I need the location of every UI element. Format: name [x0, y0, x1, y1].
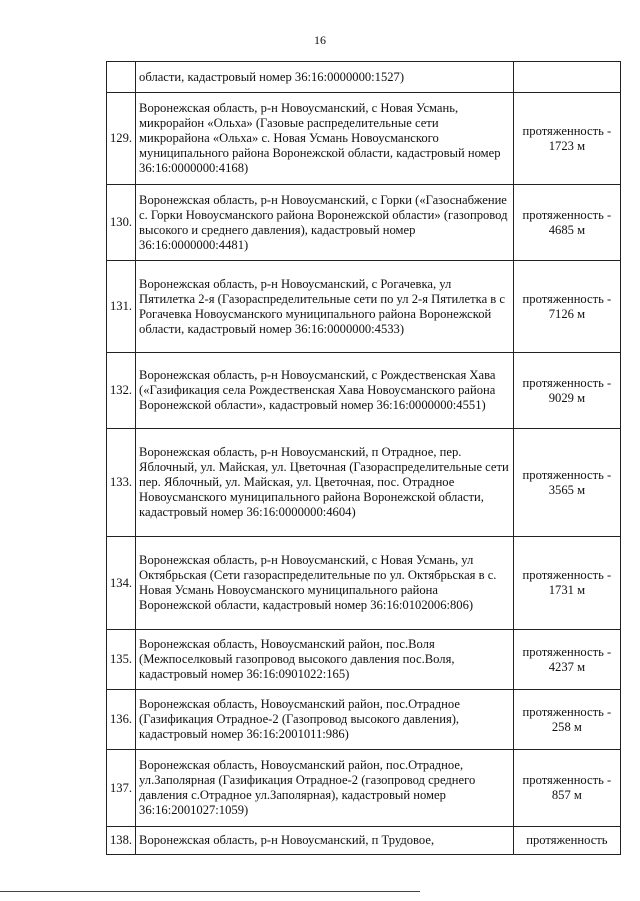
row-length: протяженность - 857 м [513, 750, 620, 827]
row-description: Воронежская область, Новоусманский район, пос.Отрадное (Газификация Отрадное-2 (Газопровод высокого давления), кадастровый номер 36:16:2001011:986) [136, 690, 514, 750]
row-description: Воронежская область, р-н Новоусманский, с Рождественская Хава («Газификация села Рождественская Хава Новоусманского района Воронежской области», кадастровый номер 36:16:0000000:4551) [136, 353, 514, 429]
row-number: 130. [107, 185, 136, 261]
row-length: протяженность - 1731 м [513, 537, 620, 630]
row-description: Воронежская область, Новоусманский район, пос.Отрадное, ул.Заполярная (Газификация Отрадное-2 (газопровод среднего давления с.Отрадное ул.Заполярная), кадастровый номер 36:16:2001027:1059) [136, 750, 514, 827]
row-description: Воронежская область, Новоусманский район, пос.Воля (Межпоселковый газопровод высокого давления пос.Воля, кадастровый номер 36:16:0901022:165) [136, 630, 514, 690]
row-number: 138. [107, 827, 136, 855]
row-number: 129. [107, 93, 136, 185]
row-number: 134. [107, 537, 136, 630]
row-description: Воронежская область, р-н Новоусманский, с Новая Усмань, ул Октябрьская (Сети газораспределительные по ул. Октябрьская в с. Новая Усмань Новоусманского муниципального района Воронежской области, кадастровый номер 36:16:0102006:806) [136, 537, 514, 630]
row-description: Воронежская область, р-н Новоусманский, п Отрадное, пер. Яблочный, ул. Майская, ул. Цветочная (Газораспределительные сети пер. Яблочный, ул. Майская, ул. Цветочная, пос. Отрадное Новоусманского муниципального района Воронежской области, кадастровый номер 36:16:0000000:4604) [136, 429, 514, 537]
row-length [513, 62, 620, 93]
row-number: 137. [107, 750, 136, 827]
row-number: 131. [107, 261, 136, 353]
table-row [107, 630, 621, 690]
row-number [107, 62, 136, 93]
table-row [107, 353, 621, 429]
row-length: протяженность - 4685 м [513, 185, 620, 261]
row-description: Воронежская область, р-н Новоусманский, с Рогачевка, ул Пятилетка 2-я (Газораспределительные сети по ул 2-я Пятилетка в с Рогачевка Новоусманского муниципального района Воронежской области, кадастровый номер 36:16:0000000:4533) [136, 261, 514, 353]
table-row [107, 185, 621, 261]
table-row [107, 62, 621, 93]
row-number: 135. [107, 630, 136, 690]
row-length: протяженность - 7126 м [513, 261, 620, 353]
table-row [107, 93, 621, 185]
table-row [107, 537, 621, 630]
row-number: 133. [107, 429, 136, 537]
row-length: протяженность - 1723 м [513, 93, 620, 185]
row-length: протяженность - 3565 м [513, 429, 620, 537]
page-number: 16 [314, 33, 326, 47]
row-description: Воронежская область, р-н Новоусманский, с Горки («Газоснабжение с. Горки Новоусманского района Воронежской области» (газопровод высокого и среднего давления), кадастровый номер 36:16:0000000:4481) [136, 185, 514, 261]
table-row [107, 827, 621, 855]
row-length: протяженность - 9029 м [513, 353, 620, 429]
row-length: протяженность - 258 м [513, 690, 620, 750]
row-number: 136. [107, 690, 136, 750]
row-description: области, кадастровый номер 36:16:0000000:1527) [136, 62, 514, 93]
row-number: 132. [107, 353, 136, 429]
row-length: протяженность - 4237 м [513, 630, 620, 690]
row-length: протяженность [513, 827, 620, 855]
table-row [107, 750, 621, 827]
table-row [107, 690, 621, 750]
registry-table [106, 61, 621, 855]
page-bottom-rule [0, 891, 420, 892]
row-description: Воронежская область, р-н Новоусманский, с Новая Усмань, микрорайон «Ольха» (Газовые распределительные сети микрорайона «Ольха» с. Новая Усмань Новоусманского муниципального района Воронежской области, кадастровый номер 36:16:0000000:4168) [136, 93, 514, 185]
row-description: Воронежская область, р-н Новоусманский, п Трудовое, [136, 827, 514, 855]
table-row [107, 429, 621, 537]
table-row [107, 261, 621, 353]
